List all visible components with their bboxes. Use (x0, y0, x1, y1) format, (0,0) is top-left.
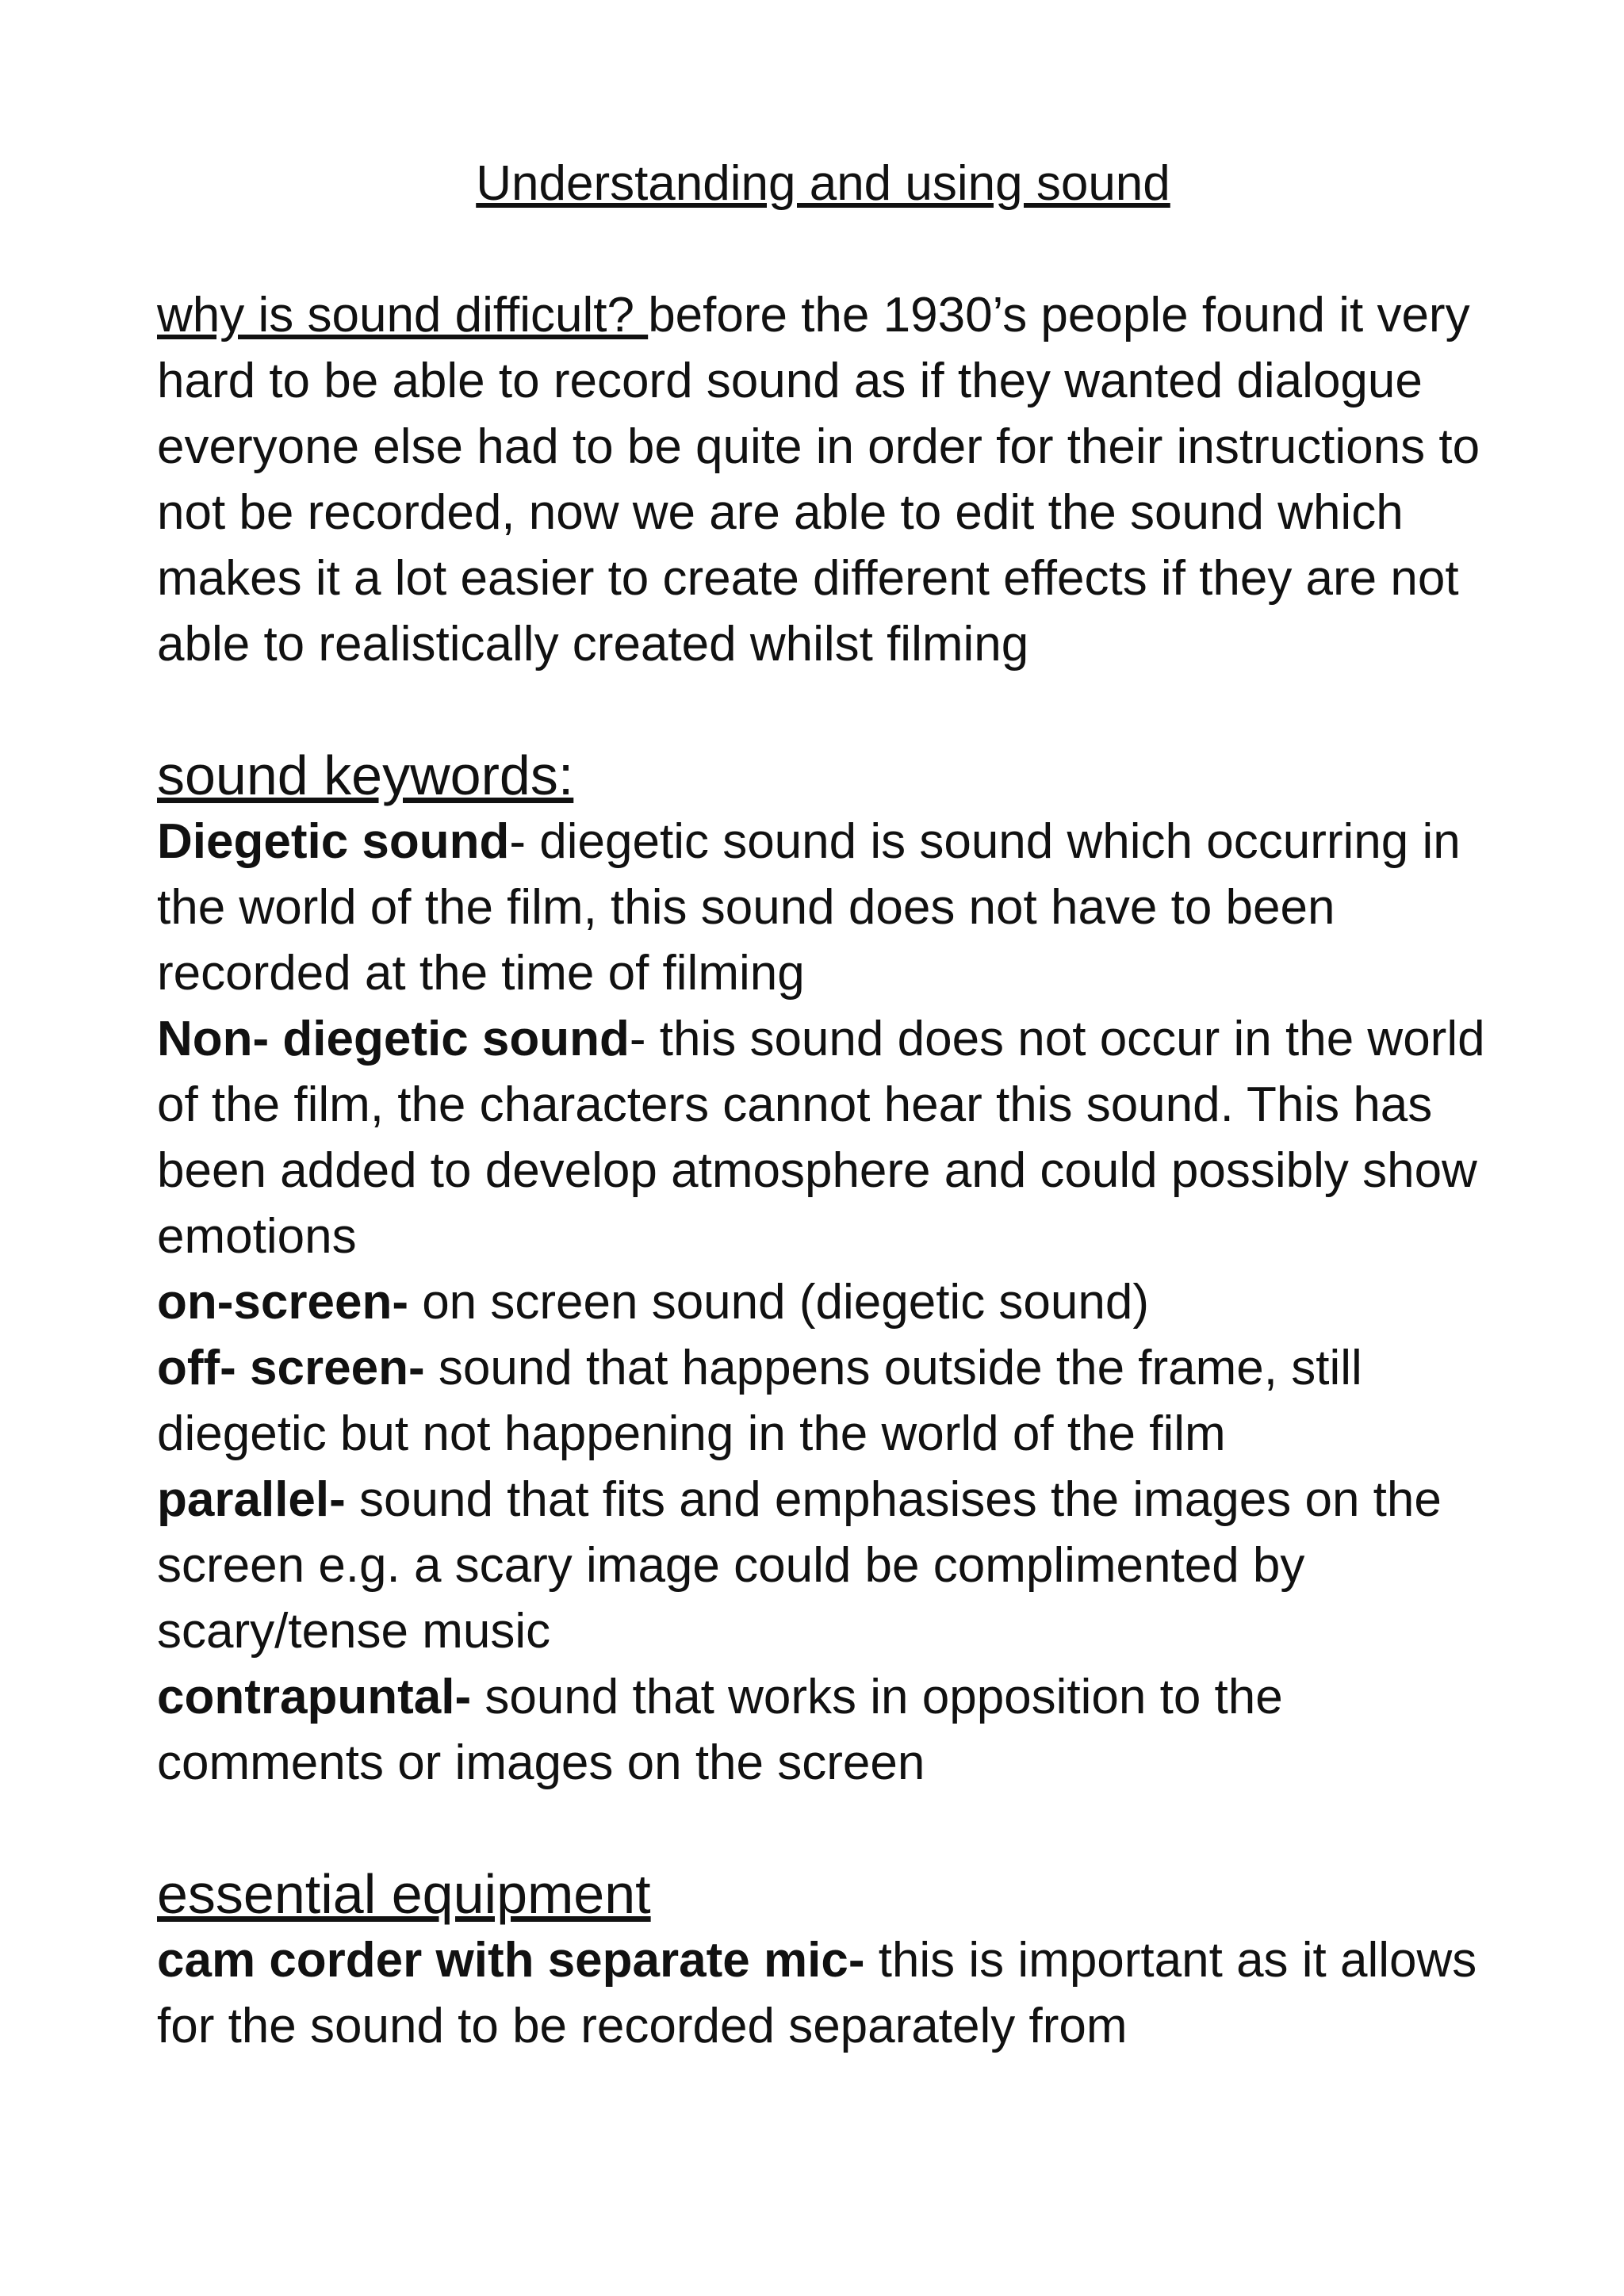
spacer (157, 1796, 1505, 1862)
keyword-definition: - diegetic sound is sound which occurring in the world of the film, this sound does not have to been recorded at the time of filming (157, 814, 1461, 1001)
keyword-term: off- screen- (157, 1341, 425, 1395)
intro-label: why is sound difficult? (157, 288, 649, 342)
keywords-heading: sound keywords: (157, 744, 574, 806)
keyword-term: parallel- (157, 1472, 346, 1527)
keyword-definition: on screen sound (diegetic sound) (408, 1275, 1149, 1330)
keyword-term: on-screen- (157, 1275, 408, 1330)
keyword-entry (157, 1467, 1505, 1664)
intro-paragraph (157, 282, 1505, 677)
keyword-entry (157, 1664, 1505, 1796)
keyword-entry (157, 1335, 1505, 1467)
equipment-definition: this is important as it allows for the sound to be recorded separately from (157, 1933, 1477, 2053)
keyword-entry (157, 809, 1505, 1006)
equipment-heading: essential equipment (157, 1863, 651, 1925)
keyword-entry (157, 1006, 1505, 1269)
keyword-term: Non- diegetic sound (157, 1012, 630, 1066)
spacer (157, 216, 1505, 282)
spacer (157, 677, 1505, 743)
page-title: Understanding and using sound (476, 156, 1170, 211)
equipment-entry (157, 1927, 1505, 2059)
keyword-definition: sound that fits and emphasises the images on the screen e.g. a scary image could be complimented by scary/tense music (157, 1472, 1442, 1659)
keyword-definition: - this sound does not occur in the world of the film, the characters cannot hear this sound. This has been added to develop atmosphere and could possibly show emotions (157, 1012, 1485, 1264)
keyword-term: contrapuntal- (157, 1670, 472, 1724)
keyword-definition: sound that happens outside the frame, still diegetic but not happening in the world of the film (157, 1341, 1362, 1461)
keyword-definition: sound that works in opposition to the comments or images on the screen (157, 1670, 1283, 1790)
intro-text: before the 1930’s people found it very hard to be able to record sound as if they wanted dialogue everyone else had to be quite in order for their instructions to not be recorded, now we are able to edit the sound which makes it a lot easier to create different effects if they are not able to realistically created whilst filming (157, 288, 1480, 672)
keyword-term: Diegetic sound (157, 814, 510, 869)
equipment-term: cam corder with separate mic- (157, 1933, 865, 1988)
document-body (157, 151, 1505, 2059)
keyword-entry (157, 1269, 1505, 1335)
